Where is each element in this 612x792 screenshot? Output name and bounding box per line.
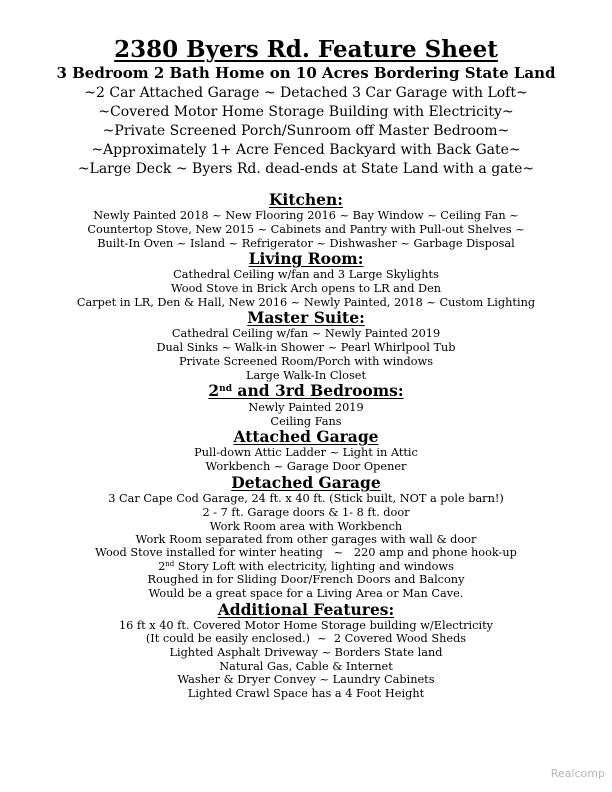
feature-line: ~Covered Motor Home Storage Building with Electricity~ (98, 104, 514, 120)
feature-line: ~2 Car Attached Garage ~ Detached 3 Car Garage with Loft~ (84, 85, 528, 101)
master-suite-line: Cathedral Ceiling w/fan ~ Newly Painted 2019 (171, 327, 441, 340)
kitchen-line: Built-In Oven ~ Island ~ Refrigerator ~ Dishwasher ~ Garbage Disposal (97, 237, 515, 250)
section-heading-additional-features: Additional Features: (217, 600, 395, 619)
bedrooms-heading-rest: and 3rd Bedrooms: (232, 381, 404, 400)
loft-ordinal: nd (165, 560, 175, 568)
additional-line: Lighted Asphalt Driveway ~ Borders State land (169, 646, 443, 659)
section-heading-bedrooms (0, 382, 612, 400)
additional-line: (It could be easily enclosed.) ~ 2 Covered Wood Sheds (145, 632, 467, 645)
section-heading-master-suite: Master Suite: (247, 308, 365, 327)
bedrooms-heading-ordinal: nd (219, 384, 232, 394)
page-subtitle: 3 Bedroom 2 Bath Home on 10 Acres Bordering State Land (56, 64, 556, 82)
master-suite-line: Dual Sinks ~ Walk-in Shower ~ Pearl Whirlpool Tub (156, 341, 456, 354)
section-heading-living-room: Living Room: (248, 249, 364, 268)
attached-garage-line: Workbench ~ Garage Door Opener (205, 460, 407, 473)
detached-garage-loft-line (0, 560, 612, 574)
kitchen-line: Newly Painted 2018 ~ New Flooring 2016 ~ Bay Window ~ Ceiling Fan ~ (93, 209, 519, 222)
bedrooms-line: Ceiling Fans (270, 415, 342, 428)
detached-garage-line: 3 Car Cape Cod Garage, 24 ft. x 40 ft. (Stick built, NOT a pole barn!) (108, 492, 504, 505)
detached-garage-line: Work Room separated from other garages with wall & door (135, 533, 477, 546)
feature-line: ~Private Screened Porch/Sunroom off Master Bedroom~ (102, 123, 510, 139)
feature-line: ~Large Deck ~ Byers Rd. dead-ends at State Land with a gate~ (77, 161, 535, 177)
additional-line: Natural Gas, Cable & Internet (219, 660, 393, 673)
attached-garage-line: Pull-down Attic Ladder ~ Light in Attic (194, 446, 418, 459)
kitchen-line: Countertop Stove, New 2015 ~ Cabinets and Pantry with Pull-out Shelves ~ (87, 223, 525, 236)
bedrooms-line: Newly Painted 2019 (248, 401, 364, 414)
master-suite-line: Large Walk-In Closet (246, 369, 366, 382)
living-room-line: Carpet in LR, Den & Hall, New 2016 ~ Newly Painted, 2018 ~ Custom Lighting (76, 296, 536, 309)
additional-line: 16 ft x 40 ft. Covered Motor Home Storage building w/Electricity (118, 619, 494, 632)
feature-line: ~Approximately 1+ Acre Fenced Backyard with Back Gate~ (91, 142, 521, 158)
section-heading-kitchen: Kitchen: (268, 190, 344, 209)
detached-garage-line: 2 - 7 ft. Garage doors & 1- 8 ft. door (202, 506, 410, 519)
section-heading-detached-garage: Detached Garage (231, 473, 381, 492)
section-heading-attached-garage: Attached Garage (233, 427, 379, 446)
bedrooms-heading-number: 2 (208, 381, 220, 400)
detached-garage-line: Wood Stove installed for winter heating ~ 220 amp and phone hook-up (95, 546, 517, 559)
detached-garage-line: Would be a great space for a Living Area or Man Cave. (148, 587, 464, 600)
living-room-line: Cathedral Ceiling w/fan and 3 Large Skylights (173, 268, 439, 281)
additional-line: Lighted Crawl Space has a 4 Foot Height (187, 687, 425, 700)
feature-highlights (0, 84, 612, 179)
loft-number: 2 (158, 560, 166, 573)
page-title: 2380 Byers Rd. Feature Sheet (114, 36, 498, 63)
detached-garage-line: Work Room area with Workbench (209, 520, 403, 533)
detached-garage-line: Roughed in for Sliding Door/French Doors and Balcony (147, 573, 465, 586)
master-suite-line: Private Screened Room/Porch with windows (178, 355, 434, 368)
loft-rest: Story Loft with electricity, lighting and windows (174, 560, 454, 573)
additional-line: Washer & Dryer Convey ~ Laundry Cabinets (177, 673, 435, 686)
living-room-line: Wood Stove in Brick Arch opens to LR and Den (170, 282, 442, 295)
watermark: Realcomp (550, 767, 605, 780)
